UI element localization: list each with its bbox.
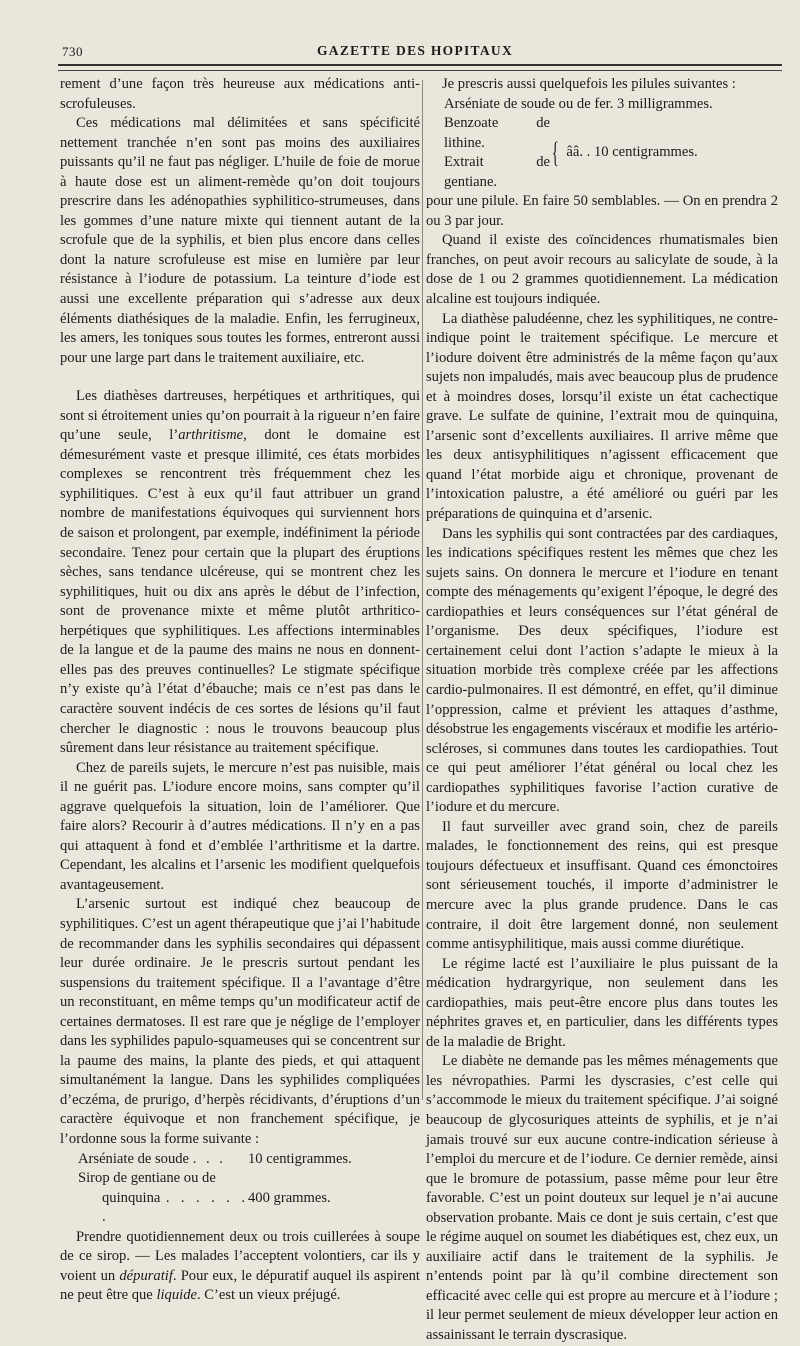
running-title: GAZETTE DES HOPITAUX (316, 43, 514, 58)
paragraph: Il faut surveiller avec grand soin, chez de pareils malades, le fonctionnement des reins, qui est presque toujours défectueux et insuffisant. Quand ces émonctoires sont sérieusement touchés, il importe d’administrer le mercure avec la plus grande prudence. Dans le cas contraire, il doit être largement donné, non seulement comme antisyphilitique, mais aussi comme diurétique. (426, 818, 778, 953)
paragraph: Chez de pareils sujets, le mercure n’est pas nuisible, mais il ne guérit pas. L’iodure encore moins, sans compter qu’il aggrave quelquefois la situation, loin de l’améliorer. Que faire alors? Recourir à d’autres médications. Il n’y en a pas qui attaquent à fond et d’emblée l’arthritisme et la dartre. Cependant, les alcalins et l’arsenic les modifient quelquefois avantageusement. (60, 759, 420, 893)
recipe-line: Sirop de gentiane ou de (78, 1170, 216, 1187)
paragraph: Je prescris aussi quelquefois les pilules suivantes : (442, 76, 736, 92)
paragraph: Dans les syphilis qui sont contractées par des cardiaques, les indications spécifiques restent les mêmes que chez les sujets sains. On donnera le mercure et l’iodure en tenant compte des ménagements qu’exigent l’époque, le degré des cardiopathies et leurs conséquences sur l’état général de l’organisme. Des deux spécifiques, l’iodure est certainement celui dont l’action s’adapte le mieux à la situation morbide très complexe créée par les affections cardio-pulmonaires. Il est démontré, en effet, qu’il diminue l’oppression, calme et prévient les attaques d’asthme, désobstrue les engagements viscéraux et modifie les artério-scléroses, si communes dans toutes les cardiopathies. Tout ce qui peut améliorer l’état général ou local chez les cardiopathes syphilitiques favorise l’action curative de l’iodure et du mercure. (426, 525, 778, 816)
page-number: 730 (62, 44, 83, 59)
paragraph: pour une pilule. En faire 50 semblables. — On en prendra 2 ou 3 par jour. (426, 193, 778, 229)
paragraph: rement d’une façon très heureuse aux médications anti-scrofuleuses. (60, 76, 420, 112)
left-column (60, 75, 420, 1306)
recipe-line: quinquina . . . . . . . 400 grammes. (102, 1189, 331, 1226)
paragraph: Prendre quotidiennement deux ou trois cuillerées à soupe de ce sirop. — Les malades l’acceptent volontiers, car ils y voient un dépuratif. Pour eux, le dépuratif auquel ils aspirent ne peut être que liquide. C’est un vieux préjugé. (60, 1228, 420, 1304)
recipe-group: Benzoate de lithine. Extrait de gentiane. { ââ. . 10 centigrammes. (444, 115, 698, 190)
brace-symbol: { (551, 136, 559, 170)
prescription-recipe (60, 1150, 420, 1228)
paragraph: La diathèse paludéenne, chez les syphilitiques, ne contre-indique point le traitement spécifique. Le mercure et l’iodure doivent être administrés de la même façon qu’aux sujets non impaludés, mais avec beaucoup plus de prudence et à moindres doses, lorsqu’il existe un état cachectique grave. Le sulfate de quinine, l’extrait mou de quinquina, l’arsenic sont d’excellents auxiliaires. Il arrive même que les deux antisyphilitiques n’agissent efficacement que quand l’état morbide aigu et chronique, provenant de l’intoxication palustre, a été amélioré ou guéri par les préparations de quinquina et d’arsenic. (426, 310, 778, 523)
paragraph: Le diabète ne demande pas les mêmes ménagements que les névropathies. Parmi les dyscrasies, c’est celle qui s’accommode le mieux du traitement spécifique. J’ai soigné beaucoup de glycosuriques atteints de syphilis, et je n’ai jamais trouvé sur eux aucune contre-indication sérieuse à l’emploi du mercure et de l’iodure. Ce dernier remède, ainsi que le bromure de potassium, passe même pour leur être favorable. C’est un point douteux sur lequel je n’ai aucune observation probante. Mais ce dont je suis certain, c’est que le régime auquel on soumet les diabétiques est, chez eux, un auxiliaire actif dans le traitement de la syphilis. Je n’entends point par là qu’il combine directement son efficacité avec celle qui est propre au mercure et à l’iodure ; il leur permet seulement de mieux développer leur action en assainissant le terrain dyscrasique. (426, 1053, 778, 1343)
paragraph: Quand il existe des coïncidences rhumatismales bien franches, on peut avoir recours au salicylate de soude, à la dose de 1 ou 2 grammes quotidiennement. La médication alcaline est toujours indiquée. (426, 232, 778, 308)
recipe-line: Arséniate de soude ou de fer. 3 milligrammes. (444, 95, 713, 112)
italic-term: dépuratif (119, 1267, 173, 1284)
italic-term: arthritisme (178, 427, 244, 444)
recipe-line: Arséniate de soude . . . 10 centigrammes. (78, 1150, 352, 1167)
paragraph: Les diathèses dartreuses, herpétiques et arthritiques, qui sont si étroitement unies qu’on pourrait à la rigueur n’en faire qu’une seule, l’arthritisme, dont le domaine est démesurément vaste et presque illimité, ces états morbides complexes se rencontrent très fréquemment chez les syphilitiques. C’est à eux qu’il faut attribuer un grand nombre de manifestations équivoques qui surviennent hors de saison et prolongent, par exemple, indéfiniment la période secondaire. Tenez pour certain que la plupart des éruptions sèches, sans tendance ulcéreuse, qui se montrent chez les syphilitiques, huit ou dix ans après le début de l’infection, sont de provenance mixte et même plutôt arthritico-herpétiques que syphilitiques. Les affections interminables de la langue et de la paume des mains ne nous en donnent-elles pas des preuves continuelles? Le stigmate spécifique n’y existe qu’à l’état d’ébauche; mais ce n’est pas dans le caractère souvent indécis de ces sortes de lésions qu’il faut chercher le diagnostic : nous le trouvons beaucoup plus sûrement dans leur résistance au traitement spécifique. (60, 388, 420, 757)
paragraph: L’arsenic surtout est indiqué chez beaucoup de syphilitiques. C’est un agent thérapeutique que j’ai l’habitude de recommander dans les syphilis secondaires qui dépassent leur durée ordinaire. Je le prescris surtout pendant les suspensions du traitement spécifique. Il a l’avantage d’être un reconstituant, en même temps qu’un modificateur actif de certaines dermatoses. Il est rare que je néglige de l’employer dans les syphilides papulo-squameuses qui se concentrent sur la paume des mains, la plante des pieds, et qui attaquent simultanément la langue. Dans les syphilides compliquées d’eczéma, de prurigo, d’herpès récidivants, d’éruptions d’un caractère équivoque et non franchement spécifique, je l’ordonne sous la forme suivante : (60, 896, 420, 1147)
column-divider (422, 80, 423, 1100)
page-header (50, 40, 780, 64)
paragraph: Ces médications mal délimitées et sans spécificité nettement tranchée n’en sont pas moins des auxiliaires puissants qu’il ne faut pas négliger. L’huile de foie de morue à haute dose est un aliment-remède qu’on doit toujours prescrire dans les adénopathies syphilitico-strumeuses, dans les gommes d’une nature mixte qui tiennent autant de la scrofule que de la syphilis, et bien plus encore dans celles dont la nature scrofuleuse est mise en lumière par leur résistance à l’iodure de potassium. La teinture d’iode est aussi une excellente préparation qui s’adresse aux deux éléments diathésiques de la maladie. Enfin, les ferrugineux, les amers, les toniques sous toutes les formes, entreront aussi pour une large part dans le traitement auxiliaire, etc. (60, 115, 420, 366)
right-column (426, 75, 778, 1346)
italic-term: liquide (156, 1287, 197, 1304)
paragraph: Le régime lacté est l’auxiliaire le plus puissant de la médication hydrargyrique, non seulement dans les cardiopathies, mais peut-être encore plus dans toutes les néphrites graves et, en particulier, dans les différents types de la maladie de Bright. (426, 955, 778, 1050)
header-rule (58, 64, 782, 71)
